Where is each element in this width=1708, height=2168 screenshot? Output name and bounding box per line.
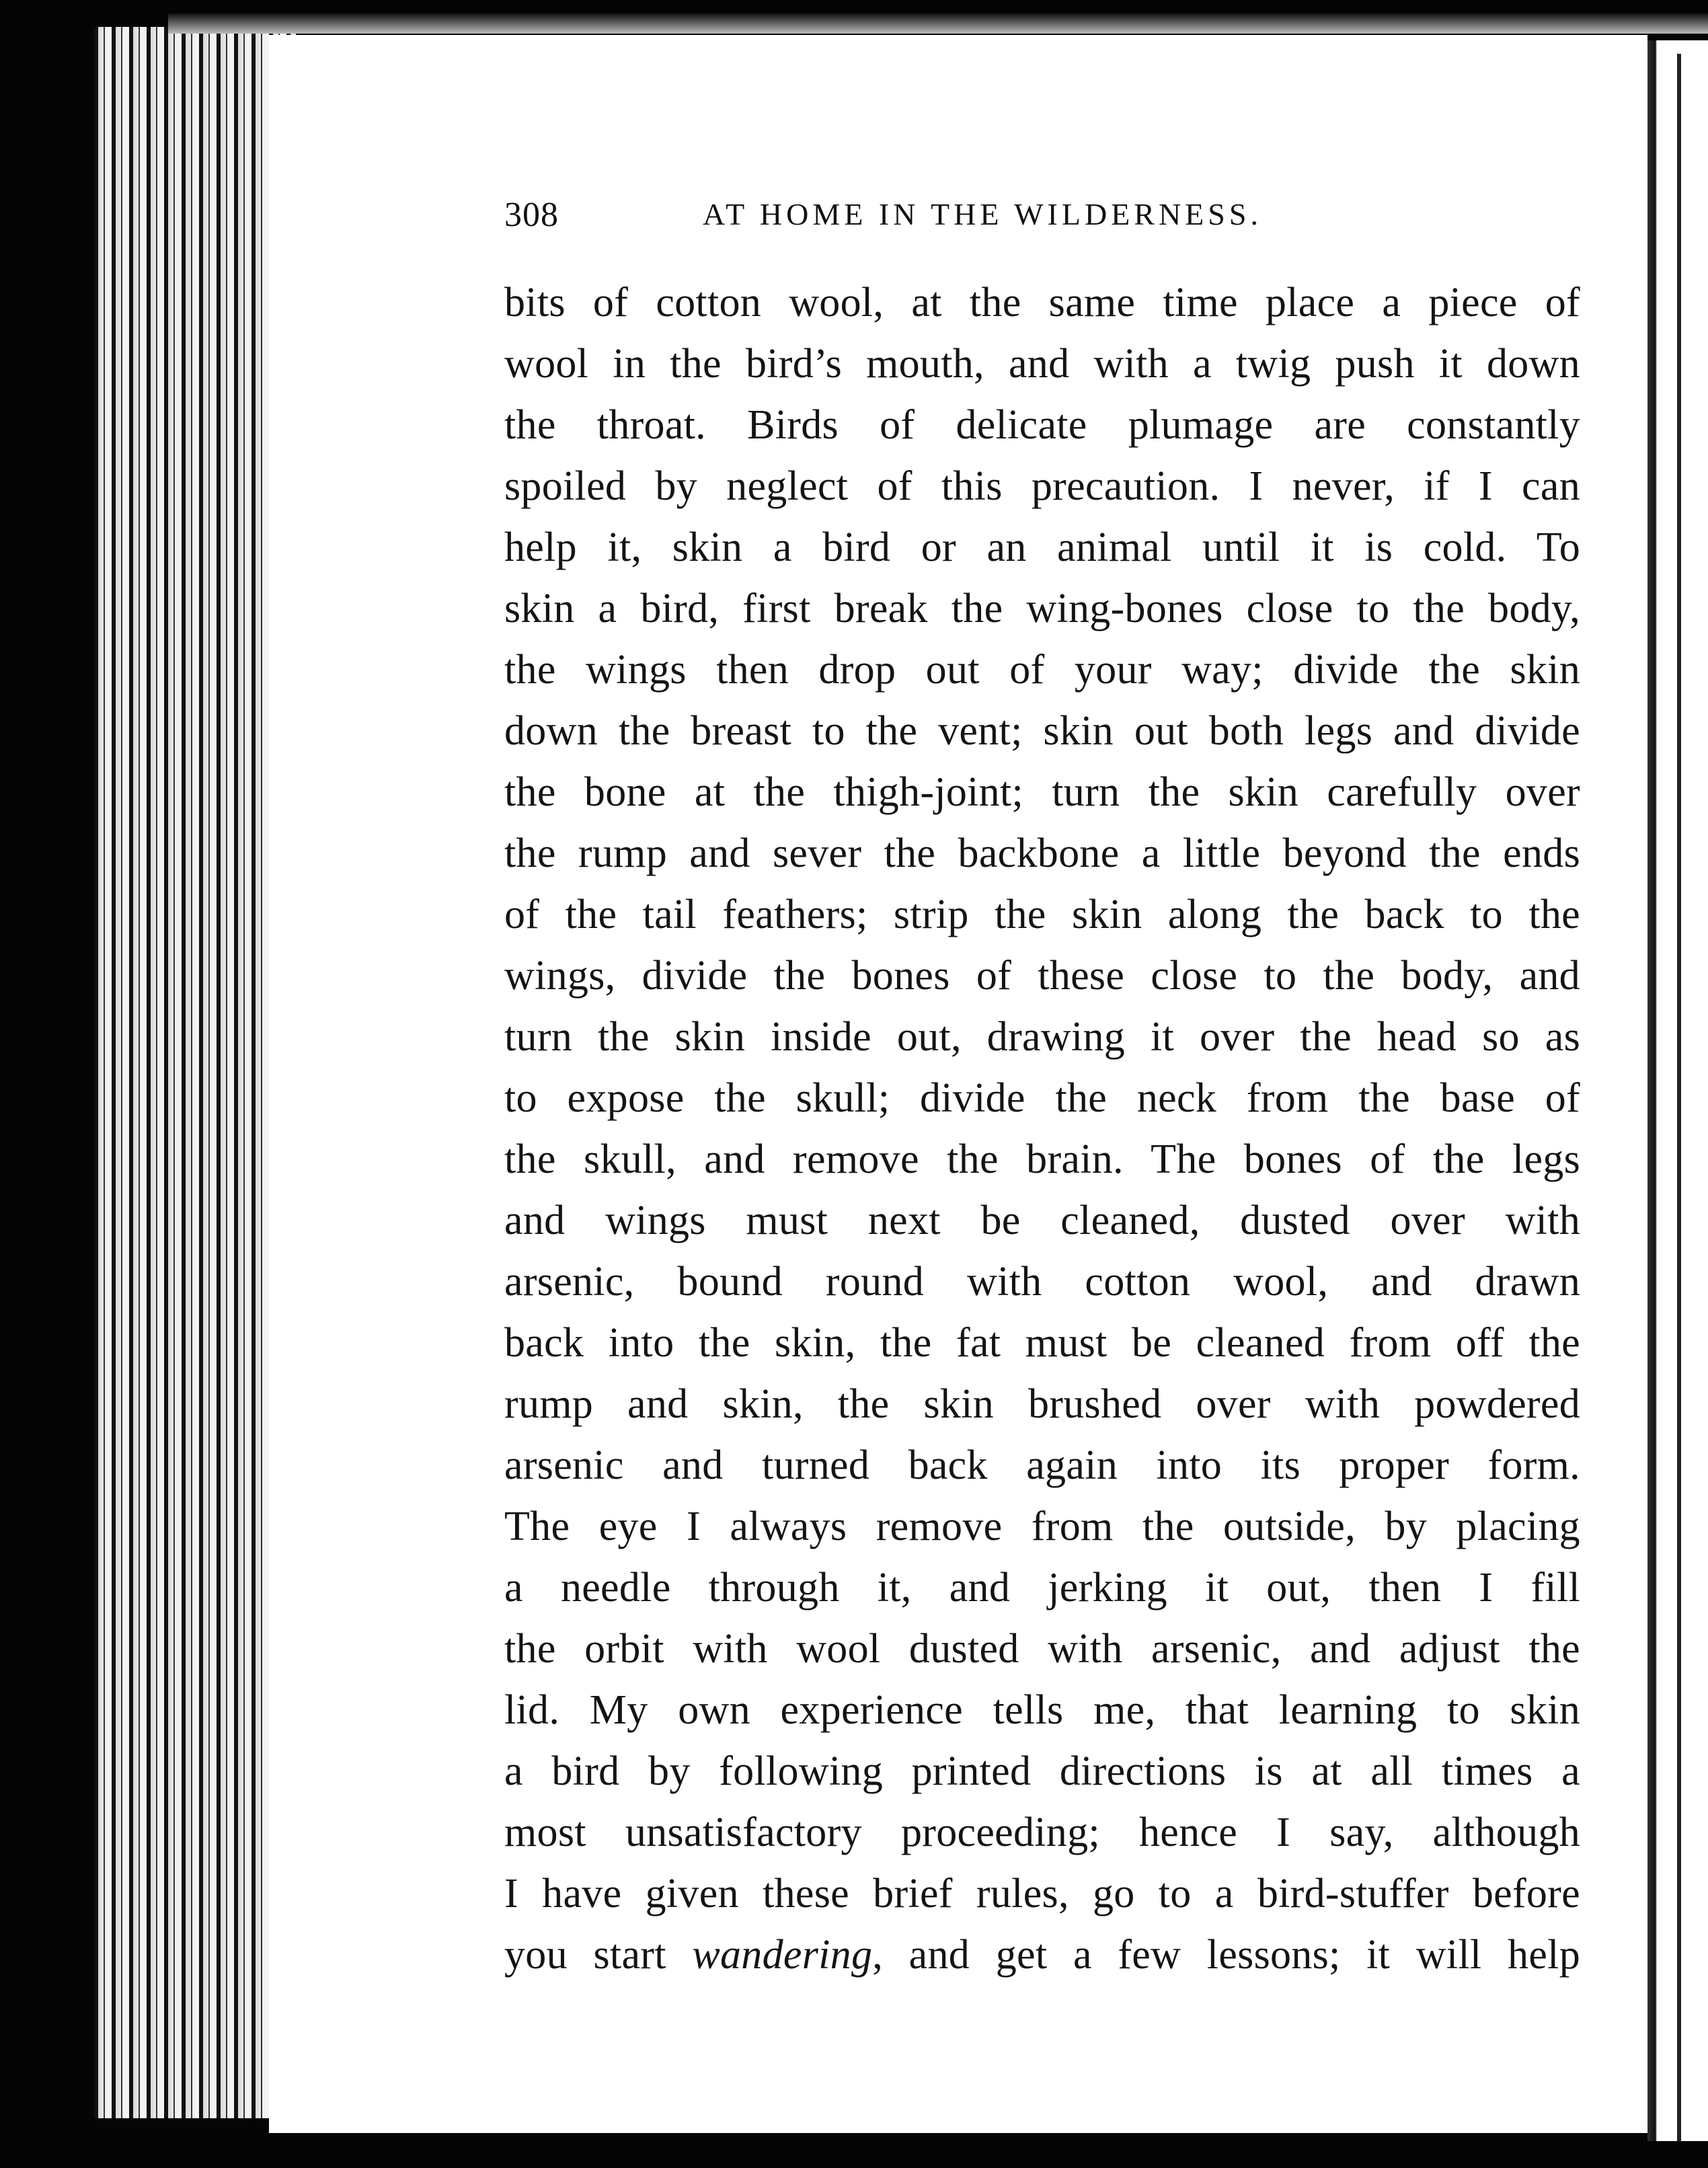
text-line: the skull, and remove the brain. The bones of the legs — [504, 1136, 1580, 1182]
text-line: I have given these brief rules, go to a bird-stuffer before — [504, 1871, 1580, 1917]
text-line: down the breast to the vent; skin out both legs and divide — [504, 708, 1580, 754]
text-line: rump and skin, the skin brushed over with powdered — [504, 1381, 1580, 1427]
text-line: to expose the skull; divide the neck from the base of — [504, 1075, 1580, 1121]
text-line: the bone at the thigh-joint; turn the skin carefully over — [504, 769, 1580, 815]
text-line: The eye I always remove from the outside, by placing — [504, 1504, 1580, 1549]
text-line: help it, skin a bird or an animal until it is cold. To — [504, 525, 1580, 570]
text-line: of the tail feathers; strip the skin along the back to the — [504, 892, 1580, 937]
text-line: spoiled by neglect of this precaution. I never, if I can — [504, 463, 1580, 509]
gutter-line — [1677, 54, 1681, 2152]
text-line: wings, divide the bones of these close to the body, and — [504, 953, 1580, 999]
text-line: wool in the bird’s mouth, and with a twig push it down — [504, 341, 1580, 387]
text-line: a bird by following printed directions is at all times a — [504, 1748, 1580, 1794]
text-line: lid. My own experience tells me, that learning to skin — [504, 1687, 1580, 1733]
book-page-edges — [94, 27, 296, 2118]
text-line: arsenic and turned back again into its proper form. — [504, 1442, 1580, 1488]
text-line: and wings must next be cleaned, dusted over with — [504, 1198, 1580, 1243]
text-line: bits of cotton wool, at the same time place a piece of — [504, 280, 1580, 325]
text-line: the orbit with wool dusted with arsenic, and adjust the — [504, 1626, 1580, 1672]
text-line: the throat. Birds of delicate plumage are constantly — [504, 402, 1580, 448]
text-line: a needle through it, and jerking it out, then I fill — [504, 1565, 1580, 1611]
text-line: back into the skin, the fat must be cleaned from off the — [504, 1320, 1580, 1366]
text-line: turn the skin inside out, drawing it over the head so as — [504, 1014, 1580, 1060]
italic-word: wandering — [692, 1932, 873, 1978]
running-title: AT HOME IN THE WILDERNESS. — [703, 197, 1262, 231]
text-line: arsenic, bound round with cotton wool, and drawn — [504, 1259, 1580, 1305]
text-line: the rump and sever the backbone a little beyond the ends — [504, 830, 1580, 876]
scan-bottom-band — [0, 2141, 1708, 2168]
text-segment: , and get a few lessons; it will help — [872, 1932, 1580, 1978]
text-line: skin a bird, first break the wing-bones close to the body, — [504, 586, 1580, 631]
text-line-last — [504, 1925, 1580, 1986]
body-text — [504, 272, 1580, 1986]
text-line: most unsatisfactory proceeding; hence I say, although — [504, 1810, 1580, 1855]
book-top-edge — [168, 13, 1708, 34]
text-segment: you start — [504, 1932, 693, 1978]
running-head — [504, 195, 1580, 249]
text-line: the wings then drop out of your way; divide the skin — [504, 647, 1580, 693]
page-number: 308 — [504, 196, 559, 234]
